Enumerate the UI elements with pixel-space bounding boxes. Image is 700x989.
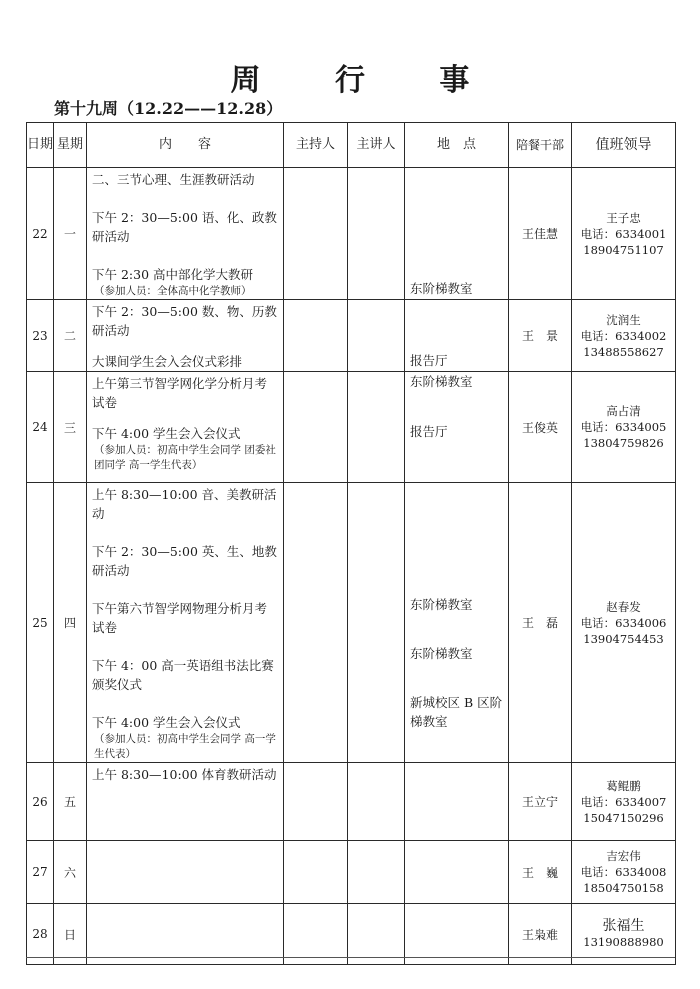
- event-text: 二、三节心理、生涯教研活动: [92, 172, 255, 187]
- content-cell: [87, 841, 284, 904]
- event-text: 下午 2：30—5:00 语、化、政教研活动: [92, 210, 277, 244]
- staff-cell: 王 景: [509, 300, 572, 372]
- event-text: 下午 4：00 高一英语组书法比赛颁奖仪式: [92, 658, 274, 692]
- speaker-cell: [348, 841, 405, 904]
- weekday-cell: 四: [54, 483, 87, 763]
- leader-tel: 电话：6334001: [580, 226, 667, 241]
- location-text: 新城校区 B 区阶梯教室: [410, 695, 503, 729]
- leader-mobile: 13488558627: [583, 344, 664, 359]
- content-cell: [87, 300, 284, 372]
- table-row: [27, 841, 676, 904]
- participants-note: （参加人员：初高中学生会同学 高一学生代表）: [94, 733, 276, 760]
- table-row: [27, 168, 676, 300]
- week-label: 第十九周（12.22——12.28）: [54, 99, 283, 118]
- leader-mobile: 13190888980: [583, 935, 664, 949]
- content-cell: [87, 372, 284, 483]
- leader-cell: [572, 904, 676, 965]
- header-host: 主持人: [284, 123, 348, 168]
- staff-cell: 王 巍: [509, 841, 572, 904]
- table-row: [27, 372, 676, 483]
- header-weekday: 星期: [54, 123, 87, 168]
- leader-cell: [572, 483, 676, 763]
- weekday-cell: 三: [54, 372, 87, 483]
- leader-name: 吉宏伟: [606, 849, 641, 863]
- event-text: 上午第三节智学网化学分析月考试卷: [92, 376, 268, 410]
- staff-cell: 王枭难: [509, 904, 572, 965]
- leader-cell: [572, 763, 676, 841]
- header-leader: 值班领导: [572, 123, 676, 168]
- location-text: 东阶梯教室: [410, 374, 473, 389]
- header-row: [27, 123, 676, 168]
- header-content: 内 容: [87, 123, 284, 168]
- header-staff: 陪餐干部: [509, 123, 572, 168]
- participants-note: （参加人员：初高中学生会同学 团委社团同学 高一学生代表）: [94, 444, 276, 471]
- location-cell: [405, 372, 509, 483]
- staff-cell: 王俊英: [509, 372, 572, 483]
- leader-tel: 电话：6334006: [580, 615, 667, 630]
- host-cell: [284, 372, 348, 483]
- location-text: 东阶梯教室: [410, 646, 473, 661]
- header-date: 日期: [27, 123, 54, 168]
- table-row: [27, 763, 676, 841]
- bottom-divider: [26, 957, 675, 958]
- event-text: 下午 2:30 高中部化学大教研: [92, 267, 254, 282]
- leader-mobile: 13904754453: [583, 631, 664, 646]
- location-cell: [405, 841, 509, 904]
- weekday-cell: 一: [54, 168, 87, 300]
- table-row: [27, 483, 676, 763]
- host-cell: [284, 841, 348, 904]
- participants-note: （参加人员：全体高中化学教师）: [94, 285, 252, 297]
- weekday-cell: 二: [54, 300, 87, 372]
- schedule-table: [26, 122, 676, 965]
- content-cell: [87, 168, 284, 300]
- table-row: [27, 904, 676, 965]
- speaker-cell: [348, 300, 405, 372]
- leader-mobile: 18904751107: [583, 242, 664, 257]
- content-cell: [87, 763, 284, 841]
- host-cell: [284, 483, 348, 763]
- leader-name: 沈润生: [606, 312, 641, 327]
- event-text: 下午 2：30—5:00 英、生、地教研活动: [92, 544, 277, 578]
- event-text: 下午 2：30—5:00 数、物、历教研活动: [92, 304, 277, 338]
- event-text: 下午 4:00 学生会入会仪式: [92, 715, 241, 730]
- location-text: 东阶梯教室: [410, 281, 473, 296]
- event-text: 下午第六节智学网物理分析月考试卷: [92, 601, 268, 635]
- staff-cell: 王佳慧: [509, 168, 572, 300]
- speaker-cell: [348, 904, 405, 965]
- event-text: 下午 4:00 学生会入会仪式: [92, 426, 241, 441]
- speaker-cell: [348, 372, 405, 483]
- table-row: [27, 300, 676, 372]
- header-speaker: 主讲人: [348, 123, 405, 168]
- date-cell: 27: [27, 841, 54, 904]
- leader-mobile: 18504750158: [583, 881, 664, 895]
- leader-cell: [572, 372, 676, 483]
- leader-name: 王子忠: [606, 210, 641, 225]
- leader-name: 张福生: [602, 918, 645, 934]
- location-text: 报告厅: [410, 424, 448, 439]
- leader-cell: [572, 168, 676, 300]
- leader-cell: [572, 841, 676, 904]
- location-text: 东阶梯教室: [410, 597, 473, 612]
- weekday-cell: 五: [54, 763, 87, 841]
- leader-name: 赵春发: [606, 599, 641, 614]
- content-cell: [87, 483, 284, 763]
- weekday-cell: 日: [54, 904, 87, 965]
- leader-tel: 电话：6334007: [580, 794, 667, 809]
- leader-name: 高占清: [606, 404, 641, 418]
- host-cell: [284, 904, 348, 965]
- host-cell: [284, 300, 348, 372]
- leader-tel: 电话：6334005: [580, 420, 667, 434]
- leader-name: 葛鲲鹏: [606, 778, 641, 793]
- date-cell: 23: [27, 300, 54, 372]
- location-cell: [405, 763, 509, 841]
- staff-cell: 王 磊: [509, 483, 572, 763]
- leader-cell: [572, 300, 676, 372]
- leader-tel: 电话：6334008: [580, 865, 667, 879]
- location-cell: [405, 300, 509, 372]
- speaker-cell: [348, 483, 405, 763]
- header-location: 地 点: [405, 123, 509, 168]
- staff-cell: 王立宁: [509, 763, 572, 841]
- event-text: 大课间学生会入会仪式彩排: [92, 354, 243, 369]
- date-cell: 25: [27, 483, 54, 763]
- speaker-cell: [348, 763, 405, 841]
- location-cell: [405, 483, 509, 763]
- location-text: 报告厅: [410, 353, 448, 368]
- date-cell: 22: [27, 168, 54, 300]
- location-cell: [405, 168, 509, 300]
- location-cell: [405, 904, 509, 965]
- page-title: 周 行 事: [230, 63, 502, 98]
- weekday-cell: 六: [54, 841, 87, 904]
- date-cell: 26: [27, 763, 54, 841]
- leader-mobile: 13804759826: [583, 436, 664, 450]
- event-text: 上午 8:30—10:00 体育教研活动: [92, 767, 277, 782]
- host-cell: [284, 763, 348, 841]
- event-text: 上午 8:30—10:00 音、美教研活动: [92, 487, 277, 521]
- host-cell: [284, 168, 348, 300]
- speaker-cell: [348, 168, 405, 300]
- leader-tel: 电话：6334002: [580, 328, 667, 343]
- leader-mobile: 15047150296: [583, 810, 664, 825]
- date-cell: 24: [27, 372, 54, 483]
- date-cell: 28: [27, 904, 54, 965]
- content-cell: [87, 904, 284, 965]
